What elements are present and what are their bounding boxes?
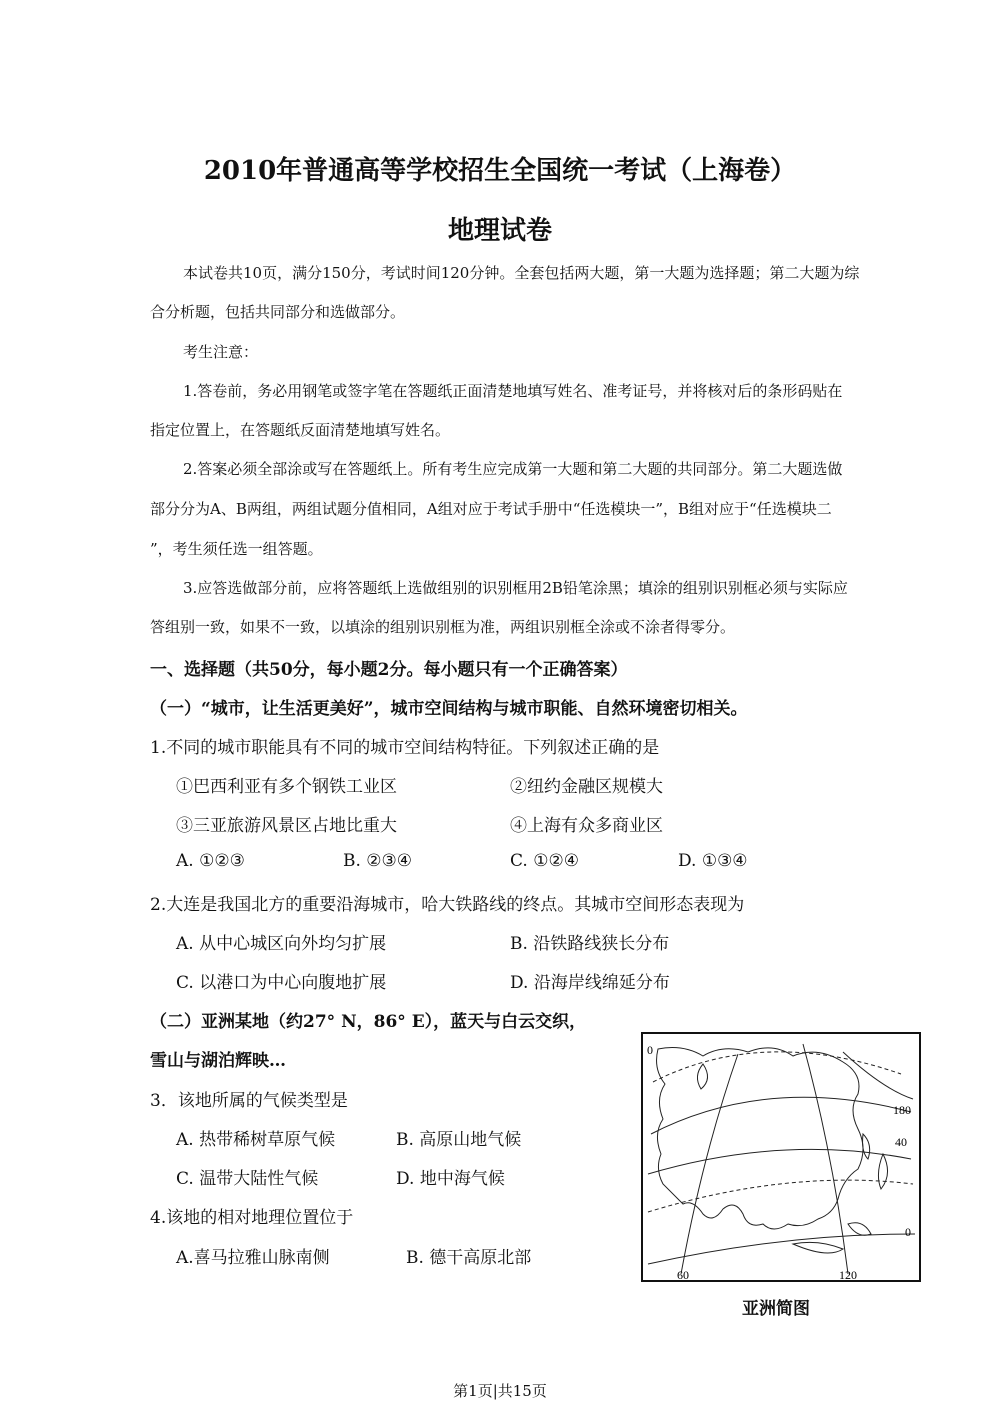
section-heading: 一、选择题（共50分，每小题2分。每小题只有一个正确答案） — [150, 660, 628, 680]
group-heading: （二）亚洲某地（约27° N，86° E），蓝天与白云交织， — [150, 1012, 587, 1032]
statement: ②纽约金融区规模大 — [510, 777, 663, 797]
notice-item: 部分分为A、B两组，两组试题分值相同，A组对应于考试手册中“任选模块一”，B组对应于“任选模块二 — [150, 500, 832, 518]
notice-item: ”，考生须任选一组答题。 — [150, 540, 323, 558]
intro-line: 合分析题，包括共同部分和选做部分。 — [150, 303, 406, 321]
group-heading: （一）“城市，让生活更美好”，城市空间结构与城市职能、自然环境密切相关。 — [150, 699, 748, 719]
intro-line: 本试卷共10页，满分150分，考试时间120分钟。全套包括两大题，第一大题为选择题；第二大题为综 — [183, 264, 860, 282]
answer-option: A. 从中心城区向外均匀扩展 — [176, 934, 387, 954]
page-subtitle: 地理试卷 — [447, 216, 552, 246]
notice-title: 考生注意： — [183, 343, 259, 361]
answer-option: B. 德干高原北部 — [406, 1248, 532, 1268]
map-label: 60 — [677, 1268, 689, 1280]
map-label: 120 — [839, 1268, 857, 1280]
answer-option: D. ①③④ — [678, 851, 748, 871]
asia-map — [641, 1032, 921, 1282]
answer-option: B. ②③④ — [343, 851, 413, 871]
answer-option: A. 热带稀树草原气候 — [176, 1130, 336, 1150]
group-heading: 雪山与湖泊辉映… — [150, 1051, 286, 1071]
page-title: 2010年普通高等学校招生全国统一考试（上海卷） — [203, 156, 797, 186]
notice-item: 1.答卷前，务必用钢笔或签字笔在答题纸正面清楚地填写姓名、准考证号，并将核对后的条形码贴在 — [183, 382, 843, 400]
notice-item: 答组别一致，如果不一致，以填涂的组别识别框为准，两组识别框全涂或不涂者得零分。 — [150, 618, 736, 636]
question-stem: 4.该地的相对地理位置位于 — [150, 1208, 354, 1228]
map-label: 0 — [905, 1225, 911, 1239]
map-caption: 亚洲简图 — [742, 1299, 810, 1319]
asia-map-graphic — [643, 1034, 919, 1280]
question-stem: 3．该地所属的气候类型是 — [150, 1091, 348, 1111]
answer-option: D. 地中海气候 — [396, 1169, 505, 1189]
answer-option: A. ①②③ — [176, 851, 245, 871]
question-stem: 1.不同的城市职能具有不同的城市空间结构特征。下列叙述正确的是 — [150, 738, 660, 758]
page-number: 第1页|共15页 — [453, 1382, 547, 1400]
answer-option: C. 以港口为中心向腹地扩展 — [176, 973, 387, 993]
map-label: 180 — [893, 1103, 911, 1117]
answer-option: B. 沿铁路线狭长分布 — [510, 934, 670, 954]
notice-item: 指定位置上，在答题纸反面清楚地填写姓名。 — [150, 421, 451, 439]
question-stem: 2.大连是我国北方的重要沿海城市，哈大铁路线的终点。其城市空间形态表现为 — [150, 895, 745, 915]
answer-option: D. 沿海岸线绵延分布 — [510, 973, 670, 993]
map-label: 0 — [647, 1043, 653, 1057]
notice-item: 3.应答选做部分前，应将答题纸上选做组别的识别框用2B铅笔涂黑；填涂的组别识别框必须与实际应 — [183, 579, 848, 597]
statement: ①巴西利亚有多个钢铁工业区 — [176, 777, 397, 797]
map-label: 40 — [895, 1135, 907, 1149]
notice-item: 2.答案必须全部涂或写在答题纸上。所有考生应完成第一大题和第二大题的共同部分。第二大题选做 — [183, 460, 843, 478]
statement: ③三亚旅游风景区占地比重大 — [176, 816, 397, 836]
answer-option: C. ①②④ — [510, 851, 579, 871]
answer-option: A.喜马拉雅山脉南侧 — [176, 1248, 330, 1268]
statement: ④上海有众多商业区 — [510, 816, 663, 836]
answer-option: B. 高原山地气候 — [396, 1130, 522, 1150]
answer-option: C. 温带大陆性气候 — [176, 1169, 319, 1189]
